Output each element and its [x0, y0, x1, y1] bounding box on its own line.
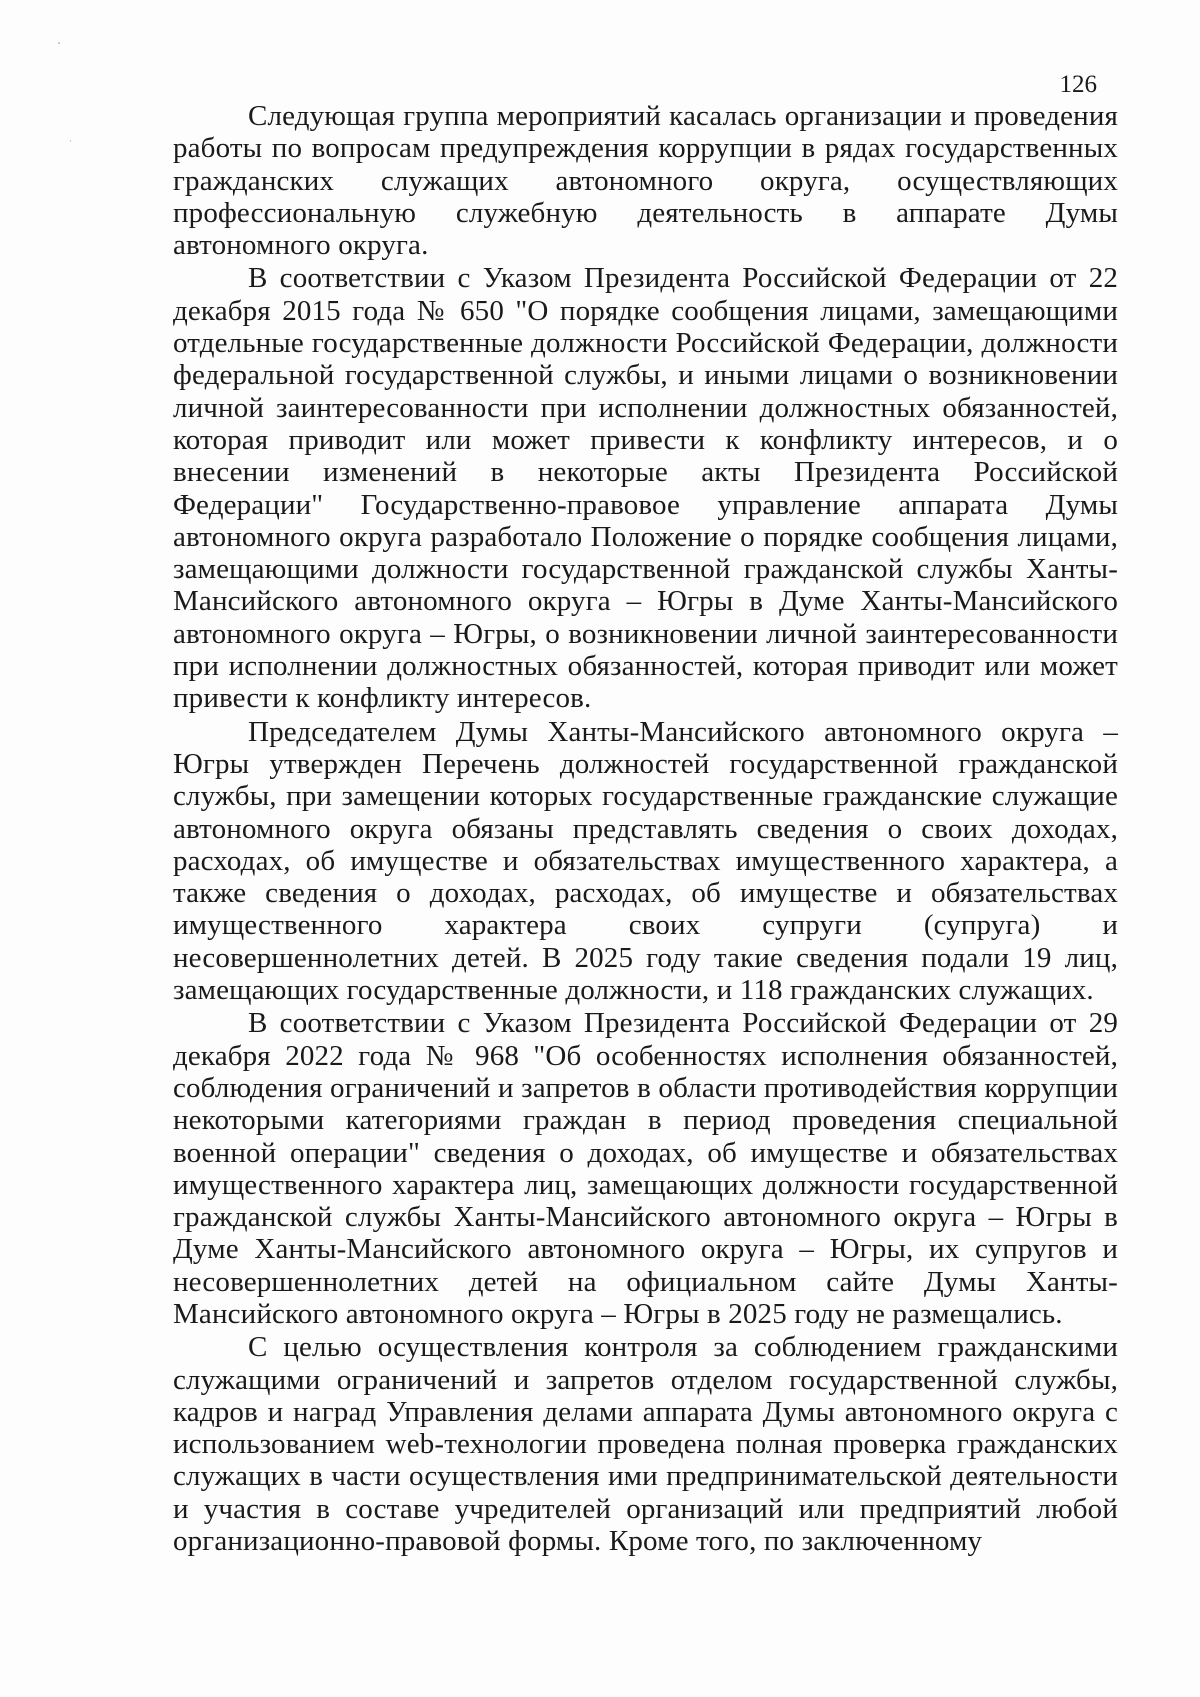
scan-speck [58, 42, 60, 44]
paragraph: Следующая группа мероприятий касалась организации и проведения работы по вопросам предупреждения коррупции в рядах государственных гражданских служащих автономного округа, осуществляющих профессиональную служебную деятельность в аппарате Думы автономного округа. [173, 100, 1118, 262]
paragraph: С целью осуществления контроля за соблюдением гражданскими служащими ограничений и запретов отделом государственной службы, кадров и наград Управления делами аппарата Думы автономного округа с использованием web-технологии проведена полная проверка гражданских служащих в части осуществления ими предпринимательской деятельности и участия в составе учредителей организаций или предприятий любой организационно-правовой формы. Кроме того, по заключенному [173, 1331, 1118, 1558]
document-body [173, 100, 1118, 1557]
paragraph: Председателем Думы Ханты-Мансийского автономного округа – Югры утвержден Перечень должностей государственной гражданской службы, при замещении которых государственные гражданские служащие автономного округа обязаны представлять сведения о своих доходах, расходах, об имуществе и обязательствах имущественного характера, а также сведения о доходах, расходах, об имуществе и обязательствах имущественного характера своих супруги (супруга) и несовершеннолетних детей. В 2025 году такие сведения подали 19 лиц, замещающих государственные должности, и 118 гражданских служащих. [173, 715, 1118, 1007]
paragraph: В соответствии с Указом Президента Российской Федерации от 22 декабря 2015 года № 650 "О порядке сообщения лицами, замещающими отдельные государственные должности Российской Федерации, должности федеральной государственной службы, и иными лицами о возникновении личной заинтересованности при исполнении должностных обязанностей, которая приводит или может привести к конфликту интересов, и о внесении изменений в некоторые акты Президента Российской Федерации" Государственно-правовое управление аппарата Думы автономного округа разработало Положение о порядке сообщения лицами, замещающими должности государственной гражданской службы Ханты-Мансийского автономного округа – Югры в Думе Ханты-Мансийского автономного округа – Югры, о возникновении личной заинтересованности при исполнении должностных обязанностей, которая приводит или может привести к конфликту интересов. [173, 262, 1118, 715]
paragraph: В соответствии с Указом Президента Российской Федерации от 29 декабря 2022 года № 968 "Об особенностях исполнения обязанностей, соблюдения ограничений и запретов в области противодействия коррупции некоторыми категориями граждан в период проведения специальной военной операции" сведения о доходах, об имуществе и обязательствах имущественного характера лиц, замещающих должности государственной гражданской службы Ханты-Мансийского автономного округа – Югры в Думе Ханты-Мансийского автономного округа – Югры, их супругов и несовершеннолетних детей на официальном сайте Думы Ханты-Мансийского автономного округа – Югры в 2025 году не размещались. [173, 1007, 1118, 1330]
scan-speck [70, 140, 71, 142]
page-number: 126 [1059, 71, 1097, 98]
